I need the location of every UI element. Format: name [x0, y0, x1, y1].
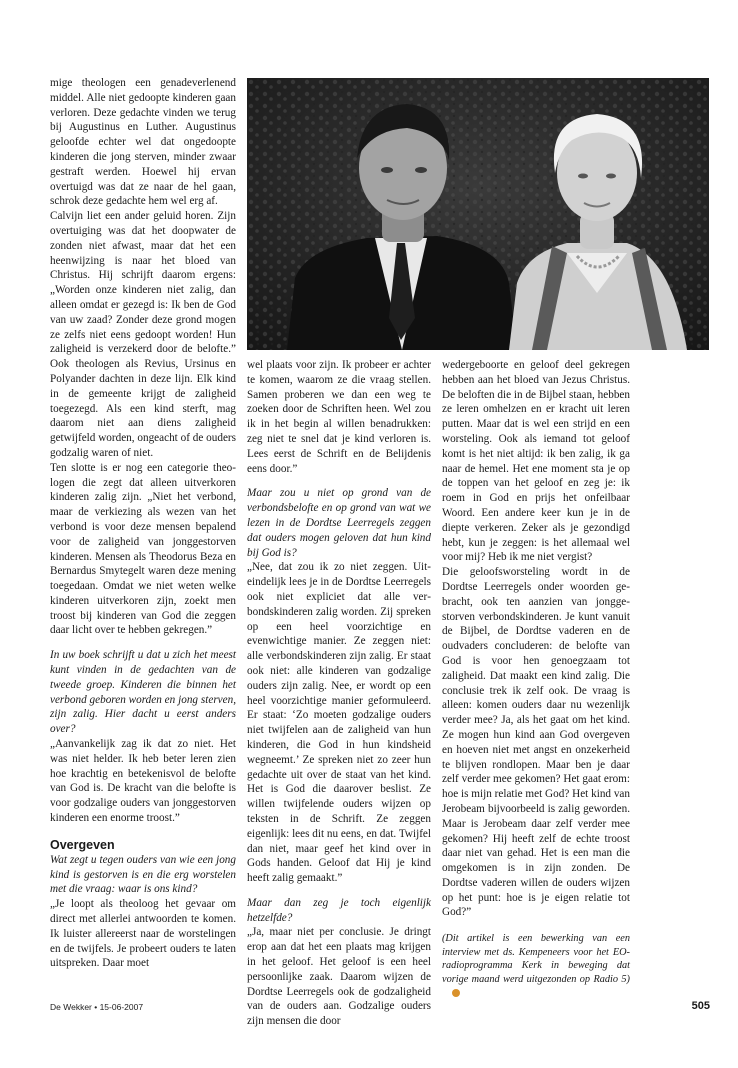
paragraph: „Ja, maar niet per conclusie. Je dringt erop aan dat het een plaats mag krijgen in het geloof. Het geloof is een heel persoonlijke zaak. Daarom wijzen de Dordtse Leerregels ook de godzaligheid van de ouders aan. Godzalige ouders zijn mensen die door: [247, 926, 431, 1028]
editorial-note: [442, 932, 630, 1000]
paragraph: Die geloofsworsteling wordt in de Dordtse Leerregels onder woorden gebracht, ook ten aanzien van jonggestorven verbondskinderen. Je kunt vanuit de Bijbel, de Dordtse vaderen en de oudvaders concluderen: de belofte van God is voor hen genoegzaam tot zaligheid. Dat maakt een kind zalig. Die conclusie trek ik zelf ook. De vraag is alleen: komen ouders daar nu wezenlijk verder mee? Ja, als het gaat om het kind. Ze mogen hun kind aan God overgeven en hoeven niet met angst en onzekerheid te blijven rondlopen. Maar ben je daar zelf verder mee gekomen? Het gaat erom: hoe is mijn relatie met God? Het kind van Jerobeam bijvoorbeeld is zalig geworden. Maar is Jerobeam daar zelf verder mee gekomen? Hij heeft zelf de echte troost daar niet van gehad. Het is een man die omgekomen is in zijn zonden. De Dordtse vaderen willen de ouders wijzen op het punt: hoe is je eigen relatie tot God?”: [442, 566, 630, 919]
editorial-note-text: (Dit artikel is een bewerking van een interview met ds. Kempeneers voor het EO-radioprogramma Kerk in beweging dat vorige maand werd uitgezonden op Radio 5): [442, 933, 630, 986]
end-mark-icon: [452, 989, 460, 997]
interview-question: Wat zegt u tegen ouders van wie een jong kind is gestorven is en die erg worstelen met die vraag: waar is ons kind?: [50, 853, 236, 896]
interview-question: In uw boek schrijft u dat u zich het meest kunt vinden in de gedachten van de tweede groep. Kinderen die binnen het verbond geboren worden en jong sterven, zijn zalig. Hier dacht u eerst anders over?: [50, 649, 236, 736]
photo-image: [247, 78, 709, 350]
paragraph: wel plaats voor zijn. Ik probeer er achter te komen, waarom ze die vraag stellen. Samen proberen we dan een weg te zoeken door de Schriften heen. Wel zou ik in het begin al willen benadrukken: zeg niet te snel dat je kind verloren is. Lees eerst de Schrift en de Belijdenis eens door.”: [247, 359, 431, 475]
publication-footer: De Wekker • 15-06-2007: [50, 1002, 144, 1012]
article-column-1: [50, 76, 236, 976]
article-column-2: [247, 358, 431, 1028]
paragraph: „Je loopt als theoloog het gevaar om direct met allerlei antwoorden te komen. Ik luister allereerst naar de worstelingen en de twijfels. Je probeert ouders te laten uitspreken. Daar moet: [50, 898, 236, 970]
interview-question: Maar dan zeg je toch eigenlijk hetzelfde?: [247, 896, 431, 924]
paragraph: Ten slotte is er nog een categorie theologen die zegt dat alleen uitverkoren kinderen zalig zijn. „Niet het verbond, maar de verkiezing als wezen van het verbond is voor deze mensen bepalend voor de zaligheid van jonggestorven kinderen. Mensen als Theodorus Beza en Bernardus Smytegelt waren deze mening toegedaan. Omdat we niet weten welke kinderen uitverkoren zijn, zoekt men troost bij kinderen van God die zeggen daar licht over te hebben gekregen.”: [50, 461, 236, 637]
paragraph: „Aanvankelijk zag ik dat zo niet. Het was niet helder. Ik heb beter leren zien hoe krachtig en betekenisvol de belofte van God is. De kracht van die belofte is voor godzalige ouders van jonggestorven kinderen een enorme troost.”: [50, 738, 236, 825]
paragraph: Calvijn liet een ander geluid horen. Zijn overtuiging was dat het doopwater de zonden niet afwast, maar dat het een heenwijzing is naar het bloed van Christus. Hij schrijft daarom ergens: „Worden onze kinderen niet zalig, dan alleen omdat er gezegd is: Ik ben de God van uw zaad? Zonder deze grond mogen ze zelfs niet eens gedoopt worden! Hun zaligheid is verzekerd door de belofte.” Ook theologen als Revius, Ursinus en Polyander dachten in deze lijn. Elk kind in de gemeente krijgt de zaligheid toegezegd. Als een kind sterft, mag daarom niet aan diens zaligheid getwijfeld worden, ongeacht of de ouders godzalig waren of niet.: [50, 210, 236, 459]
article-column-3: [442, 358, 630, 988]
paragraph: mige theologen een genadeverlenend middel. Alle niet gedoopte kinderen gaan verloren. Deze gedachte vinden we terug bij Augustinus en Luther. Augustinus geloofde echter wel dat ongedoopte kinderen die jong sterven, minder zwaar gestraft werden. Hoewel hij ervan overtuigd was dat ze naar de hel gaan, schrok deze gedachte hem wel erg af.: [50, 77, 236, 208]
section-heading: Overgeven: [50, 837, 115, 852]
photo-couple: [247, 78, 709, 350]
page-number: 505: [691, 1000, 710, 1012]
interview-question: Maar zou u niet op grond van de verbondsbelofte en op grond van wat we lezen in de Dordtse Leerregels zeggen dat ouders mogen geloven dat hun kind bij God is?: [247, 487, 431, 559]
paragraph: wedergeboorte en geloof deel gekregen hebben aan het bloed van Jezus Christus. De beloften die in de Bijbel staan, hebben ze leren omhelzen en er kracht uit leren putten. Maar dat is wel een strijd en een worsteling. Ook als iemand tot geloof komt is het niet altijd: ik ben zalig, ik ga naar de hemel. Het ene moment sta je op de toppen van het geloof en zeg je: ik roem in God en prijs het onfeilbaar Woord. Een andere keer kun je in de diepte verkeren. Zeker als je gezondigd hebt, kun je zeggen: is het allemaal wel voor mij? Heb ik me niet vergist?: [442, 359, 630, 564]
paragraph: „Nee, dat zou ik zo niet zeggen. Uiteindelijk lees je in de Dordtse Leerregels ook niet expliciet dat alle verbondskinderen zalig worden. Zij spreken op een heel voorzichtige en evenwichtige manier. Ze zeggen niet: alle verbondskinderen zijn zalig. Er staat ook niet: alle kinderen van godzalige ouders zijn zalig. Nee, er wordt op een heel voorzichtige manier geformuleerd. Er staat: ‘Zo moeten godzalige ouders niet twijfelen aan de zaligheid van hun kinderen, die God in hun kindsheid wegneemt.’ Ze spreken niet zo zeer hun gedachte uit over de staat van het kind. Het is God die daarover beslist. Ze willen twijfelende ouders wijzen op teksten in de Schrift. Ze zeggen eigenlijk: lees dit nu eens, en dat. Twijfel dan niet, maar geef het kind over in Gods handen. Geloof dat Hij je kind heeft zalig gemaakt.”: [247, 561, 431, 885]
